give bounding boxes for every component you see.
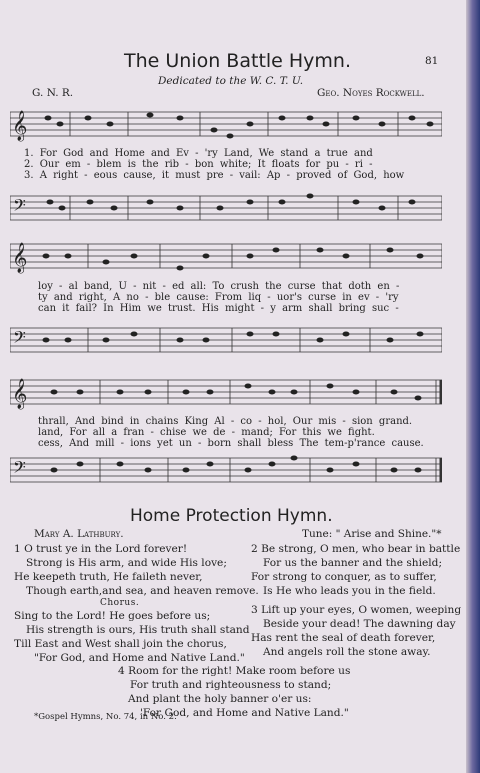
hymn2-verse4-line-4: 'For God, and Home and Native Land."	[140, 707, 349, 719]
hymn2-verse4-line-3: And plant the holy banner o'er us:	[128, 693, 312, 705]
hymn1-s1-verse3: 3. A right - eous cause, it must pre - vail: Ap - proved of God, how	[24, 170, 405, 181]
hymn1-s2-verse2: ty and right, A no - ble cause: From liq - uor's curse in ev - 'ry	[38, 292, 399, 303]
hymn2-right-line-8: And angels roll the stone away.	[263, 646, 431, 658]
music-staff-treble-1	[10, 104, 442, 146]
hymn1-s3-verse3: cess, And mill - ions yet un - born shall bless The tem-p'rance cause.	[38, 438, 424, 449]
svg-text:𝄢: 𝄢	[13, 327, 26, 351]
hymn2-right-line-3: For strong to conquer, as to suffer,	[251, 571, 437, 583]
hymn2-left-line-7: His strength is ours, His truth shall stand	[26, 624, 250, 636]
hymn2-left-line-1: 1 O trust ye in the Lord forever!	[14, 543, 188, 555]
hymn2-right-line-2: For us the banner and the shield;	[263, 557, 443, 569]
hymn1-s3-verse1: thrall, And bind in chains King Al - co - hol, Our mis - sion grand.	[38, 416, 413, 427]
hymn2-left-line-6: Sing to the Lord! He goes before us;	[14, 610, 211, 622]
music-staff-bass-2	[10, 318, 442, 360]
hymn2-tune: Tune: " Arise and Shine."*	[302, 528, 442, 540]
svg-text:𝄢: 𝄢	[13, 457, 26, 481]
hymn2-verse4-line-1: 4 Room for the right! Make room before us	[118, 665, 351, 677]
hymn1-s3-verse2: land, For all a fran - chise we de - mand; For this we fight.	[38, 427, 375, 438]
hymn1-title: The Union Battle Hymn.	[124, 50, 352, 72]
svg-text:𝄢: 𝄢	[13, 195, 26, 219]
page-number: 81	[425, 55, 439, 67]
hymn1-s1-verse2: 2. Our em - blem is the rib - bon white; It floats for pu - ri -	[24, 159, 373, 170]
hymn1-s1-verse1: 1. For God and Home and Ev - 'ry Land, We stand a true and	[24, 148, 373, 159]
hymn2-verse4-line-2: For truth and righteousness to stand;	[130, 679, 332, 691]
svg-text:𝄞: 𝄞	[12, 243, 28, 273]
hymn2-right-line-7: Has rent the seal of death forever,	[251, 632, 436, 644]
hymn1-author-left: G. N. R.	[32, 87, 74, 99]
music-staff-treble-3	[10, 372, 442, 414]
hymn2-left-line-8: Till East and West shall join the chorus,	[14, 638, 227, 650]
hymn2-title: Home Protection Hymn.	[130, 506, 333, 526]
music-staff-treble-2	[10, 236, 442, 278]
footnote: *Gospel Hymns, No. 74, in No. 2.	[34, 712, 177, 722]
svg-text:𝄞: 𝄞	[12, 111, 28, 141]
svg-text:𝄞: 𝄞	[12, 379, 28, 409]
hymn1-composer: Geo. Noyes Rockwell.	[317, 87, 425, 99]
book-binding-edge	[466, 0, 480, 773]
music-staff-bass-1	[10, 186, 442, 228]
hymn2-left-line-9: "For God, and Home and Native Land."	[34, 652, 245, 664]
hymn2-right-line-4: Is He who leads you in the field.	[263, 585, 436, 597]
hymn1-dedication: Dedicated to the W. C. T. U.	[158, 75, 304, 87]
chorus-heading: Chorus.	[100, 598, 140, 608]
music-staff-bass-3	[10, 448, 442, 490]
hymn2-right-line-6: Beside your dead! The dawning day	[263, 618, 456, 630]
hymn2-left-line-3: He keepeth truth, He faileth never,	[14, 571, 203, 583]
hymn1-s2-verse1: loy - al band, U - nit - ed all: To crush the curse that doth en -	[38, 281, 400, 292]
hymn2-right-line-1: 2 Be strong, O men, who bear in battle	[251, 543, 461, 555]
hymn1-s2-verse3: can it fail? In Him we trust. His might - y arm shall bring suc -	[38, 303, 399, 314]
hymn2-left-line-2: Strong is His arm, and wide His love;	[26, 557, 227, 569]
hymn2-author: Mary A. Lathbury.	[34, 528, 124, 540]
hymn2-left-line-4: Though earth,and sea, and heaven remove.	[26, 585, 259, 597]
hymn2-right-line-5: 3 Lift up your eyes, O women, weeping	[251, 604, 462, 616]
